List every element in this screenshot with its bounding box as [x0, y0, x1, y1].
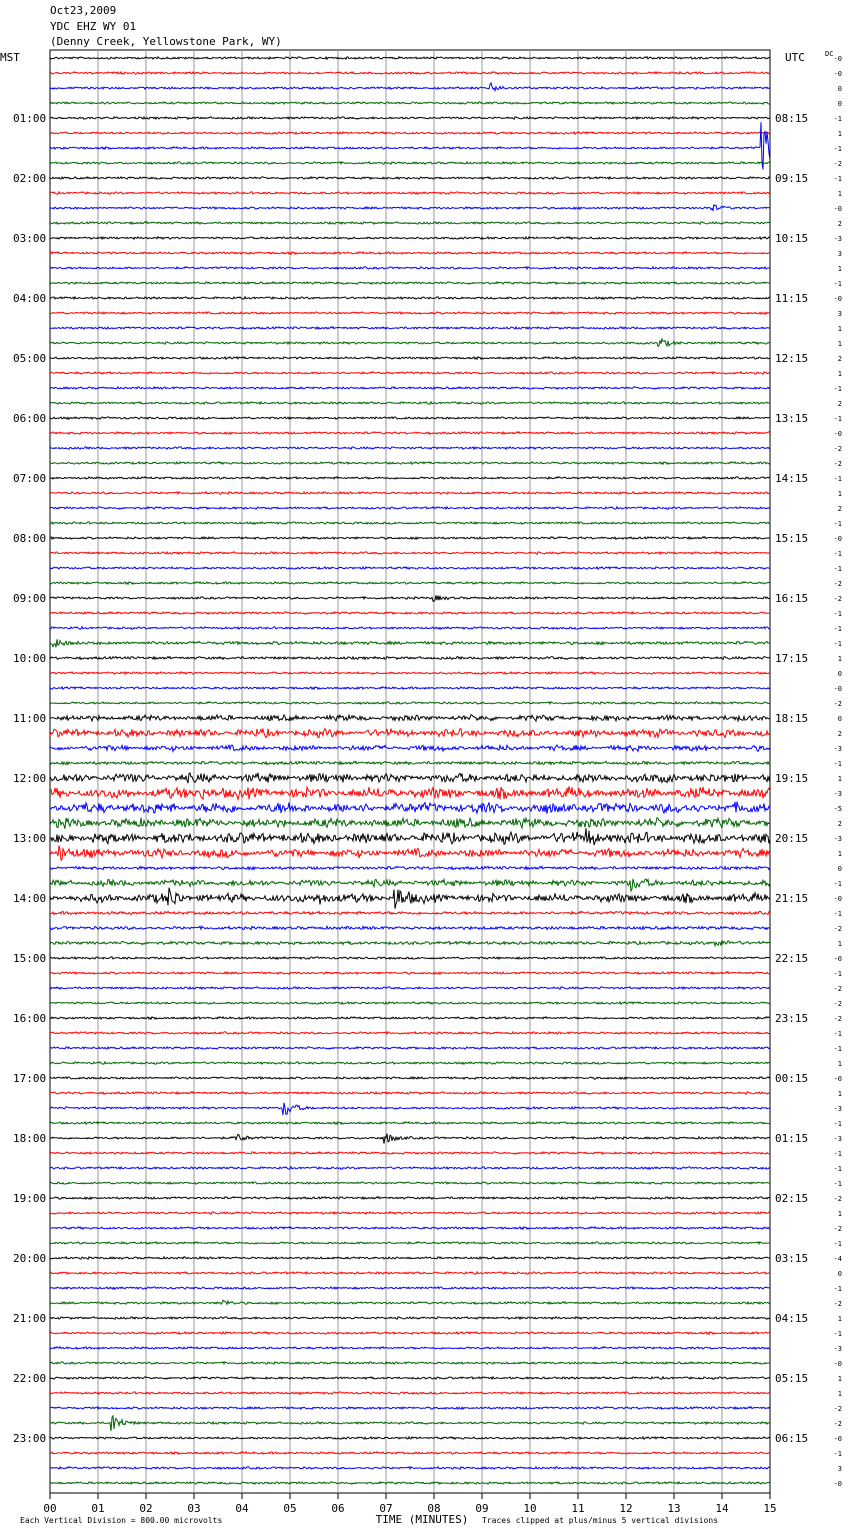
seismic-trace	[50, 492, 770, 494]
seismic-trace	[50, 1103, 770, 1115]
seismic-trace	[50, 1134, 770, 1144]
seismic-trace	[50, 205, 770, 211]
utc-label: UTC	[785, 51, 805, 64]
dc-offset-label: -2	[833, 1195, 842, 1203]
dc-offset-label: -0	[833, 55, 842, 63]
seismic-trace	[50, 595, 770, 601]
seismic-trace	[50, 237, 770, 239]
seismic-trace	[50, 417, 770, 419]
clip-note: Traces clipped at plus/minus 5 vertical divisions	[482, 1516, 719, 1525]
mst-hour-label: 05:00	[13, 352, 47, 365]
dc-offset-label: -5	[833, 805, 842, 813]
utc-hour-label: 19:15	[775, 772, 809, 785]
utc-hour-label: 10:15	[775, 232, 809, 245]
seismic-trace	[50, 1122, 770, 1124]
mst-hour-label: 20:00	[13, 1252, 47, 1265]
utc-hour-label: 05:15	[775, 1372, 809, 1385]
x-axis-title: TIME (MINUTES)	[375, 1513, 469, 1526]
mst-hour-label: 14:00	[13, 892, 47, 905]
mst-hour-label: 23:00	[13, 1432, 47, 1445]
utc-hour-label: 13:15	[775, 412, 809, 425]
utc-hour-label: 08:15	[775, 112, 809, 125]
utc-hour-label: 12:15	[775, 352, 809, 365]
utc-hour-label: 14:15	[775, 472, 809, 485]
utc-hour-label: 11:15	[775, 292, 809, 305]
dc-offset-label: -2	[833, 1405, 842, 1413]
dc-offset-label: -3	[833, 1135, 842, 1143]
seismic-trace	[50, 1407, 770, 1409]
mst-hour-label: 13:00	[13, 832, 47, 845]
seismic-trace	[50, 926, 770, 929]
dc-offset-label: 1	[837, 325, 842, 333]
mst-hour-label: 18:00	[13, 1132, 47, 1145]
dc-offset-label: 3	[837, 250, 842, 258]
seismic-trace	[50, 1362, 770, 1364]
dc-offset-label: -0	[833, 430, 842, 438]
dc-offset-label: 0	[837, 85, 842, 93]
x-tick-label: 08	[427, 1502, 441, 1515]
x-tick-label: 09	[475, 1502, 489, 1515]
dc-offset-label: 2	[837, 730, 842, 738]
seismic-trace	[50, 177, 770, 179]
seismic-trace	[50, 402, 770, 404]
dc-offset-label: -2	[833, 925, 842, 933]
dc-offset-label: 1	[837, 940, 842, 948]
dc-offset-label: -1	[833, 280, 842, 288]
seismic-trace	[50, 1152, 770, 1154]
seismic-trace	[50, 327, 770, 329]
dc-offset-label: -1	[833, 1150, 842, 1158]
utc-hour-label: 09:15	[775, 172, 809, 185]
seismic-trace	[50, 828, 770, 845]
dc-offset-label: -2	[833, 580, 842, 588]
dc-offset-label: -1	[833, 910, 842, 918]
seismic-trace	[50, 267, 770, 269]
mst-hour-label: 04:00	[13, 292, 47, 305]
utc-hour-label: 22:15	[775, 952, 809, 965]
mst-hour-label: 21:00	[13, 1312, 47, 1325]
seismic-trace	[50, 787, 770, 800]
dc-offset-label: 1	[837, 1210, 842, 1218]
seismic-trace	[50, 1197, 770, 1199]
dc-offset-label: 1	[837, 1060, 842, 1068]
seismic-trace	[50, 1077, 770, 1079]
dc-offset-label: 0	[837, 100, 842, 108]
seismic-trace	[50, 987, 770, 989]
dc-offset-label: 2	[837, 820, 842, 828]
dc-offset-label: -1	[833, 385, 842, 393]
dc-offset-label: -1	[833, 1330, 842, 1338]
seismic-trace	[50, 582, 770, 584]
seismic-trace	[50, 1482, 770, 1484]
mst-hour-label: 11:00	[13, 712, 47, 725]
dc-offset-label: -1	[833, 625, 842, 633]
seismic-trace	[50, 888, 770, 909]
dc-offset-label: 1	[837, 265, 842, 273]
mst-hour-label: 07:00	[13, 472, 47, 485]
utc-hour-label: 02:15	[775, 1192, 809, 1205]
dc-offset-label: -0	[833, 895, 842, 903]
seismic-trace	[50, 339, 770, 347]
utc-hour-label: 18:15	[775, 712, 809, 725]
seismic-trace	[50, 687, 770, 689]
x-tick-label: 14	[715, 1502, 729, 1515]
mst-hour-label: 15:00	[13, 952, 47, 965]
dc-offset-label: 1	[837, 775, 842, 783]
seismic-trace	[50, 940, 770, 946]
dc-offset-label: -2	[833, 1225, 842, 1233]
seismic-trace	[50, 1416, 770, 1431]
seismic-trace	[50, 1347, 770, 1349]
dc-offset-label: -1	[833, 475, 842, 483]
dc-offset-label: 1	[837, 655, 842, 663]
dc-offset-label: -3	[833, 835, 842, 843]
seismic-trace	[50, 312, 770, 314]
dc-offset-label: 3	[837, 310, 842, 318]
seismic-trace	[50, 297, 770, 299]
seismic-trace	[50, 1227, 770, 1229]
seismic-trace	[50, 672, 770, 674]
dc-offset-label: -1	[833, 145, 842, 153]
dc-offset-label: 1	[837, 1390, 842, 1398]
seismic-trace	[50, 911, 770, 914]
utc-hour-label: 06:15	[775, 1432, 809, 1445]
dc-offset-label: -1	[833, 1045, 842, 1053]
utc-hour-label: 00:15	[775, 1072, 809, 1085]
seismic-trace	[50, 117, 770, 119]
dc-offset-label: -2	[833, 1000, 842, 1008]
seismic-trace	[50, 387, 770, 389]
utc-hour-label: 20:15	[775, 832, 809, 845]
dc-offset-label: -2	[833, 460, 842, 468]
seismic-trace	[50, 1467, 770, 1469]
dc-offset-label: -1	[833, 1240, 842, 1248]
x-tick-label: 12	[619, 1502, 633, 1515]
mst-hour-label: 08:00	[13, 532, 47, 545]
dc-offset-label: -0	[833, 1360, 842, 1368]
seismic-trace	[50, 282, 770, 284]
seismic-trace	[50, 657, 770, 660]
seismic-trace	[50, 1047, 770, 1049]
dc-offset-label: 1	[837, 1375, 842, 1383]
mst-hour-label: 10:00	[13, 652, 47, 665]
dc-offset-label: -0	[833, 205, 842, 213]
dc-offset-label: -1	[833, 640, 842, 648]
seismic-trace	[50, 1317, 770, 1319]
date-label: Oct23,2009	[50, 4, 117, 17]
seismic-trace	[50, 477, 770, 479]
dc-offset-label: -3	[833, 1345, 842, 1353]
x-tick-label: 05	[283, 1502, 297, 1515]
seismic-trace	[50, 1212, 770, 1214]
x-tick-label: 02	[139, 1502, 153, 1515]
seismic-trace	[50, 1182, 770, 1184]
utc-hour-label: 16:15	[775, 592, 809, 605]
mst-hour-label: 09:00	[13, 592, 47, 605]
dc-offset-label: -1	[833, 520, 842, 528]
dc-offset-label: -0	[833, 685, 842, 693]
seismic-trace	[50, 818, 770, 829]
dc-offset-label: 2	[837, 400, 842, 408]
seismic-trace	[50, 1300, 770, 1304]
seismic-trace	[50, 802, 770, 814]
utc-hour-label: 03:15	[775, 1252, 809, 1265]
dc-offset-label: -1	[833, 760, 842, 768]
seismic-trace	[50, 552, 770, 554]
dc-offset-label: 0	[837, 670, 842, 678]
dc-offset-label: -1	[833, 880, 842, 888]
dc-offset-label: -0	[833, 1480, 842, 1488]
dc-offset-label: 1	[837, 850, 842, 858]
seismic-trace	[50, 132, 770, 134]
seismic-trace	[50, 447, 770, 449]
mst-hour-label: 01:00	[13, 112, 47, 125]
dc-offset-label: 1	[837, 1315, 842, 1323]
mst-hour-label: 02:00	[13, 172, 47, 185]
dc-offset-label: -0	[833, 955, 842, 963]
utc-hour-label: 17:15	[775, 652, 809, 665]
x-tick-label: 15	[763, 1502, 777, 1515]
dc-offset-label: -0	[833, 535, 842, 543]
seismic-trace	[50, 639, 770, 647]
seismic-trace	[50, 773, 770, 783]
x-tick-label: 10	[523, 1502, 537, 1515]
dc-offset-label: -4	[833, 1255, 842, 1263]
seismic-trace	[50, 866, 770, 869]
seismic-trace	[50, 1377, 770, 1379]
dc-offset-label: 1	[837, 370, 842, 378]
seismic-trace	[50, 462, 770, 464]
seismic-trace	[50, 162, 770, 164]
dc-offset-label: 1	[837, 490, 842, 498]
seismic-trace	[50, 972, 770, 974]
dc-offset-label: -2	[833, 1420, 842, 1428]
dc-offset-label: 1	[837, 340, 842, 348]
x-tick-label: 01	[91, 1502, 105, 1515]
seismic-trace	[50, 1392, 770, 1394]
seismic-trace	[50, 72, 770, 74]
x-tick-label: 06	[331, 1502, 345, 1515]
x-tick-label: 11	[571, 1502, 585, 1515]
utc-hour-label: 15:15	[775, 532, 809, 545]
x-tick-label: 00	[43, 1502, 57, 1515]
x-tick-label: 07	[379, 1502, 393, 1515]
seismic-trace	[50, 879, 770, 891]
dc-offset-label: -0	[833, 70, 842, 78]
mst-label: MST	[0, 51, 20, 64]
dc-offset-label: -2	[833, 445, 842, 453]
mst-hour-label: 16:00	[13, 1012, 47, 1025]
dc-offset-label: 1	[837, 130, 842, 138]
seismic-trace	[50, 252, 770, 254]
x-tick-label: 13	[667, 1502, 681, 1515]
dc-offset-label: 1	[837, 1090, 842, 1098]
seismic-trace	[50, 432, 770, 434]
mst-hour-label: 17:00	[13, 1072, 47, 1085]
dc-offset-label: -1	[833, 565, 842, 573]
dc-offset-label: 0	[837, 865, 842, 873]
station-label: YDC EHZ WY 01	[50, 20, 137, 33]
seismic-trace	[50, 702, 770, 704]
dc-offset-label: -0	[833, 295, 842, 303]
seismic-trace	[50, 537, 770, 539]
seismic-trace	[50, 846, 770, 861]
dc-offset-label: -3	[833, 235, 842, 243]
scale-note: Each Vertical Division = 800.00 microvolts	[20, 1516, 223, 1525]
seismic-trace	[50, 715, 770, 721]
dc-offset-label: 0	[837, 715, 842, 723]
dc-offset-label: -0	[833, 1075, 842, 1083]
seismic-trace	[50, 627, 770, 629]
dc-offset-label: -3	[833, 745, 842, 753]
dc-offset-label: -2	[833, 700, 842, 708]
dc-offset-label: -1	[833, 1030, 842, 1038]
dc-offset-label: -1	[833, 970, 842, 978]
dc-offset-label: -1	[833, 1285, 842, 1293]
dc-offset-label: -2	[833, 985, 842, 993]
dc-offset-label: -1	[833, 1165, 842, 1173]
seismic-trace	[50, 1032, 770, 1034]
dc-offset-label: -3	[833, 1105, 842, 1113]
seismic-trace	[50, 957, 770, 959]
dc-offset-label: -3	[833, 790, 842, 798]
seismic-trace	[50, 729, 770, 738]
x-tick-label: 04	[235, 1502, 249, 1515]
seismic-trace	[50, 372, 770, 374]
seismic-trace	[50, 222, 770, 224]
dc-offset-label: -1	[833, 1450, 842, 1458]
seismic-trace	[50, 567, 770, 569]
dc-offset-label: -1	[833, 415, 842, 423]
mst-hour-label: 06:00	[13, 412, 47, 425]
dc-offset-label: -0	[833, 1435, 842, 1443]
seismic-trace	[50, 1167, 770, 1169]
plot-frame	[50, 50, 770, 1493]
mst-hour-label: 19:00	[13, 1192, 47, 1205]
seismic-trace	[50, 761, 770, 764]
seismic-trace	[50, 192, 770, 194]
dc-offset-label: -1	[833, 1180, 842, 1188]
dc-offset-label: 2	[837, 355, 842, 363]
seismic-trace	[50, 522, 770, 524]
dc-offset-label: -1	[833, 115, 842, 123]
dc-offset-label: -1	[833, 1120, 842, 1128]
seismic-trace	[50, 612, 770, 614]
seismic-trace	[50, 507, 770, 509]
seismic-trace	[50, 1272, 770, 1274]
x-tick-label: 03	[187, 1502, 201, 1515]
seismic-trace	[50, 57, 770, 59]
utc-hour-label: 23:15	[775, 1012, 809, 1025]
dc-offset-label: -1	[833, 550, 842, 558]
dc-offset-label: -2	[833, 1300, 842, 1308]
seismic-trace	[50, 1257, 770, 1259]
seismic-trace	[50, 1242, 770, 1244]
seismic-trace	[50, 1287, 770, 1289]
dc-offset-label: -1	[833, 175, 842, 183]
dc-offset-label: 0	[837, 1270, 842, 1278]
seismic-trace	[50, 1332, 770, 1334]
seismic-trace	[50, 83, 770, 91]
dc-offset-label: -2	[833, 1015, 842, 1023]
utc-hour-label: 01:15	[775, 1132, 809, 1145]
location-label: (Denny Creek, Yellowstone Park, WY)	[50, 35, 282, 48]
dc-offset-label: -1	[833, 610, 842, 618]
mst-hour-label: 12:00	[13, 772, 47, 785]
dc-offset-label: 2	[837, 505, 842, 513]
mst-hour-label: 22:00	[13, 1372, 47, 1385]
seismic-trace	[50, 1452, 770, 1454]
seismic-trace	[50, 1437, 770, 1439]
seismic-trace	[50, 745, 770, 751]
dc-offset-label: 3	[837, 1465, 842, 1473]
seismic-trace	[50, 1017, 770, 1019]
dc-offset-label: -2	[833, 160, 842, 168]
dc-offset-label: 1	[837, 190, 842, 198]
seismic-trace	[50, 1092, 770, 1094]
seismic-trace	[50, 1062, 770, 1064]
seismic-trace	[50, 102, 770, 104]
mst-hour-label: 03:00	[13, 232, 47, 245]
dc-offset-label: -2	[833, 595, 842, 603]
dc-label: DC	[825, 50, 834, 58]
dc-offset-label: 2	[837, 220, 842, 228]
utc-hour-label: 04:15	[775, 1312, 809, 1325]
seismic-trace	[50, 1002, 770, 1004]
utc-hour-label: 21:15	[775, 892, 809, 905]
seismic-trace	[50, 357, 770, 359]
